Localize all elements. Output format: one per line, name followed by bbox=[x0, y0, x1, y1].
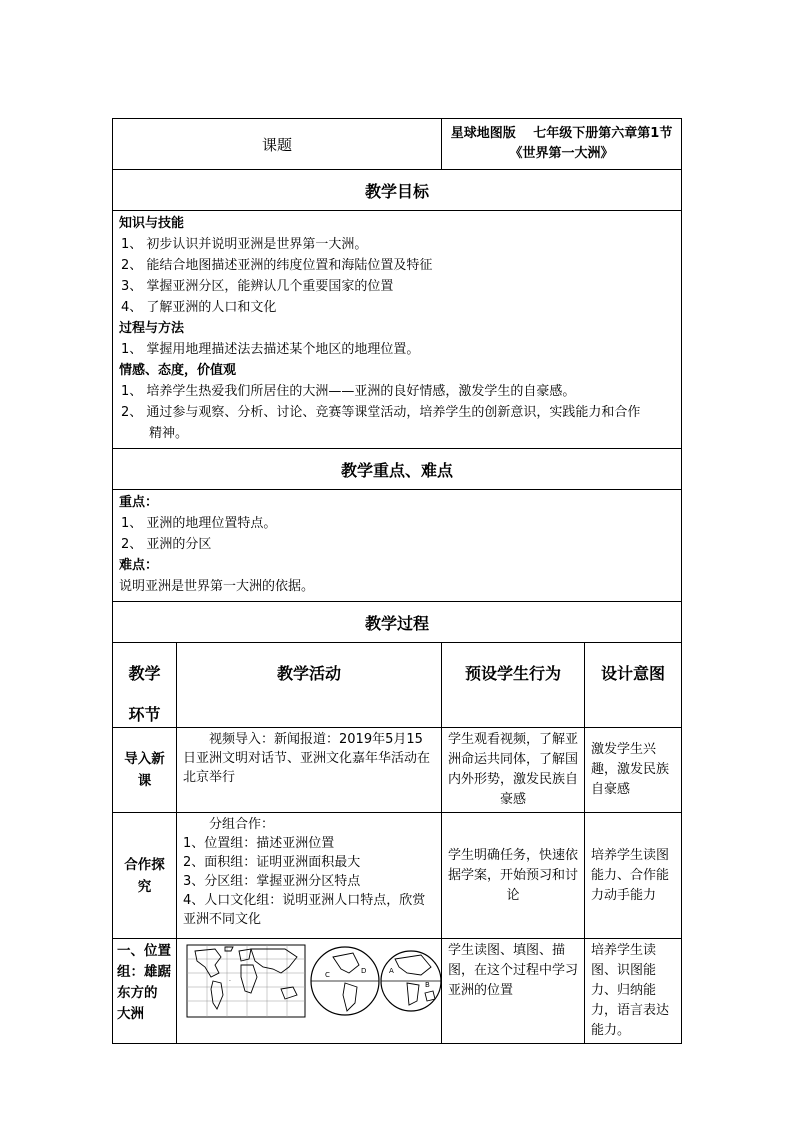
activity-line: 分组合作： bbox=[209, 817, 275, 832]
stage-line: 合作探 bbox=[124, 856, 165, 873]
globe-label: B bbox=[425, 981, 430, 989]
world-map-illustration bbox=[187, 945, 305, 1017]
col-student-header bbox=[442, 643, 585, 728]
student-cell: 学生读图、填图、描图，在这个过程中学习亚洲的位置 bbox=[442, 939, 585, 1044]
objectives-title: 教学目标 bbox=[113, 170, 682, 211]
col-stage-line-1: 教学 bbox=[128, 664, 161, 683]
col-intent-label: 设计意图 bbox=[601, 664, 666, 683]
activity-cell bbox=[177, 728, 442, 813]
key-points-title: 教学重点、难点 bbox=[113, 449, 682, 490]
topic-line-1: 星球地图版 七年级下册第六章第1节 bbox=[450, 126, 673, 141]
activity-line: 4、人口文化组：说明亚洲人口特点，欣赏亚洲不同文化 bbox=[183, 893, 426, 927]
activity-line: 3、分区组：掌握亚洲分区特点 bbox=[183, 874, 361, 889]
knowledge-item: 4、 了解亚洲的人口和文化 bbox=[121, 300, 277, 315]
eastern-hemisphere-globe bbox=[381, 951, 441, 1011]
process-item: 1、 掌握用地理描述法去描述某个地区的地理位置。 bbox=[121, 342, 420, 357]
difficulty-heading: 难点： bbox=[119, 558, 159, 573]
stage-line: 组：雄踞 bbox=[117, 964, 171, 980]
stage-cell bbox=[113, 939, 177, 1044]
knowledge-heading: 知识与技能 bbox=[119, 216, 185, 231]
emotion-item-continued: 精神。 bbox=[149, 426, 189, 441]
student-cell: 学生明确任务，快速依据学案，开始预习和讨论 bbox=[442, 813, 585, 939]
stage-line: 大洲 bbox=[117, 1006, 144, 1022]
key-item: 1、 亚洲的地理位置特点。 bbox=[121, 516, 277, 531]
stage-cell bbox=[113, 728, 177, 813]
globe-label: D bbox=[361, 967, 367, 975]
process-row-intro bbox=[113, 728, 682, 813]
col-activity-header bbox=[177, 643, 442, 728]
process-title: 教学过程 bbox=[113, 602, 682, 643]
intent-cell: 培养学生读图、识图能力、归纳能力，语言表达能力。 bbox=[585, 939, 682, 1044]
globe-label: A bbox=[389, 967, 394, 975]
knowledge-item: 2、 能结合地图描述亚洲的纬度位置和海陆位置及特征 bbox=[121, 258, 433, 273]
activity-line: 1、位置组：描述亚洲位置 bbox=[183, 836, 335, 851]
stage-line: 课 bbox=[137, 773, 152, 789]
col-student-label: 预设学生行为 bbox=[465, 664, 562, 683]
globe-label: C bbox=[325, 971, 330, 979]
col-stage-line-2: 环节 bbox=[128, 705, 161, 724]
emotion-item: 2、 通过参与观察、分析、讨论、竞赛等课堂活动，培养学生的创新意识，实践能力和合作 bbox=[121, 405, 641, 420]
activity-text: 视频导入：新闻报道：2019年5月15日亚洲文明对话节、亚洲文化嘉年华活动在北京举行 bbox=[183, 732, 431, 785]
stage-line: 导入新 bbox=[124, 751, 165, 767]
student-cell: 学生观看视频，了解亚洲命运共同体，了解国内外形势，激发民族自豪感 bbox=[442, 728, 585, 813]
col-activity-label: 教学活动 bbox=[277, 664, 342, 683]
western-hemisphere-globe bbox=[311, 947, 379, 1015]
difficulty-text: 说明亚洲是世界第一大洲的依据。 bbox=[119, 579, 315, 594]
activity-cell-maps bbox=[177, 939, 442, 1044]
col-intent-header bbox=[585, 643, 682, 728]
process-row-cooperation bbox=[113, 813, 682, 939]
intent-cell: 激发学生兴趣，激发民族自豪感 bbox=[585, 728, 682, 813]
stage-line: 东方的 bbox=[117, 985, 158, 1001]
stage-cell bbox=[113, 813, 177, 939]
process-header-row bbox=[113, 643, 682, 728]
process-row-position bbox=[113, 939, 682, 1044]
lesson-plan-document bbox=[112, 118, 681, 1044]
stage-line: 究 bbox=[137, 878, 152, 895]
objectives-body bbox=[113, 211, 682, 449]
key-points-body bbox=[113, 490, 682, 602]
key-heading: 重点： bbox=[119, 495, 159, 510]
lesson-plan-table bbox=[112, 118, 682, 1044]
world-map-and-globes-figure bbox=[185, 943, 441, 1021]
topic-row bbox=[113, 119, 682, 170]
topic-label: 课题 bbox=[113, 119, 442, 170]
stage-line: 一、位置 bbox=[117, 943, 171, 959]
knowledge-item: 1、 初步认识并说明亚洲是世界第一大洲。 bbox=[121, 237, 368, 252]
knowledge-item: 3、 掌握亚洲分区，能辨认几个重要国家的位置 bbox=[121, 279, 394, 294]
process-heading: 过程与方法 bbox=[119, 321, 185, 336]
col-stage-header bbox=[113, 643, 177, 728]
topic-line-2: 《世界第一大洲》 bbox=[509, 146, 614, 161]
emotion-heading: 情感、态度，价值观 bbox=[119, 363, 237, 378]
intent-cell: 培养学生读图能力、合作能力动手能力 bbox=[585, 813, 682, 939]
svg-text:·: · bbox=[229, 978, 231, 985]
activity-line: 2、面积组：证明亚洲面积最大 bbox=[183, 855, 361, 870]
activity-cell bbox=[177, 813, 442, 939]
key-item: 2、 亚洲的分区 bbox=[121, 537, 212, 552]
topic-value bbox=[442, 119, 682, 170]
emotion-item: 1、 培养学生热爱我们所居住的大洲——亚洲的良好情感，激发学生的自豪感。 bbox=[121, 384, 576, 399]
